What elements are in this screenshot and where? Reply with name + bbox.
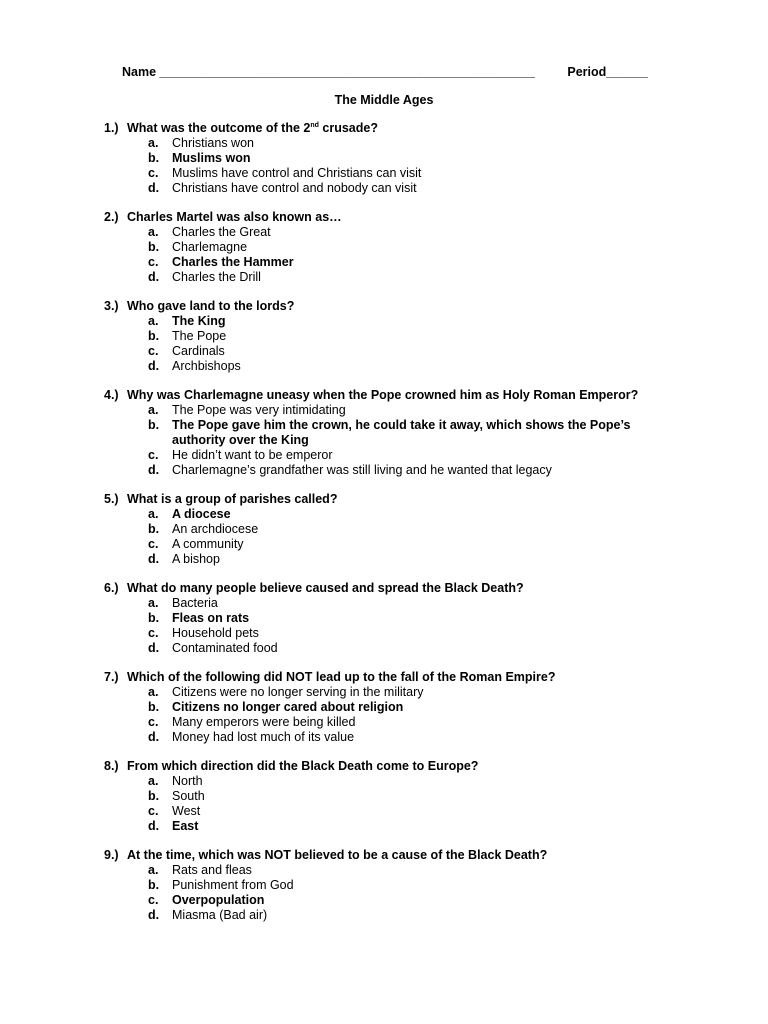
option-letter: d. xyxy=(148,730,160,744)
answer-option xyxy=(104,151,664,166)
answer-option xyxy=(104,893,664,908)
option-letter: b. xyxy=(148,789,160,803)
question-3 xyxy=(104,299,664,374)
answer-option xyxy=(104,878,664,893)
option-text: Citizens were no longer serving in the military xyxy=(172,685,424,699)
question-prompt-text: Charles Martel was also known as… xyxy=(127,210,342,224)
option-text: He didn’t want to be emperor xyxy=(172,448,333,462)
option-letter: d. xyxy=(148,270,160,284)
answer-option xyxy=(104,225,664,240)
option-letter: a. xyxy=(148,314,159,328)
question-list xyxy=(104,121,664,937)
option-text: East xyxy=(172,819,199,833)
option-text: Christians won xyxy=(172,136,254,150)
question-prompt-text: What was the outcome of the 2 xyxy=(127,121,311,135)
answer-option xyxy=(104,240,664,255)
option-text: The Pope gave him the crown, he could take it away, which shows the Pope’s authority over the King xyxy=(172,418,631,447)
option-text: Fleas on rats xyxy=(172,611,250,625)
option-text: Charlemagne’s grandfather was still living and he wanted that legacy xyxy=(172,463,552,477)
option-letter: b. xyxy=(148,329,160,343)
answer-option xyxy=(104,819,664,834)
question-prompt-text: Who gave land to the lords? xyxy=(127,299,295,313)
answer-option xyxy=(104,804,664,819)
question-prompt xyxy=(127,121,378,136)
question-4 xyxy=(104,388,664,478)
option-text: Muslims won xyxy=(172,151,251,165)
option-letter: b. xyxy=(148,418,160,432)
answer-option xyxy=(104,908,664,923)
question-prompt xyxy=(127,759,478,774)
option-text: Money had lost much of its value xyxy=(172,730,355,744)
option-text: Charles the Drill xyxy=(172,270,261,284)
option-text: Rats and fleas xyxy=(172,863,252,877)
question-text xyxy=(104,121,664,136)
answer-option xyxy=(104,596,664,611)
question-number: 5.) xyxy=(104,492,119,506)
answer-option xyxy=(104,685,664,700)
question-text xyxy=(104,848,664,863)
option-text: Charles the Hammer xyxy=(172,255,294,269)
question-6 xyxy=(104,581,664,656)
option-text: Citizens no longer cared about religion xyxy=(172,700,404,714)
option-text: West xyxy=(172,804,201,818)
option-letter: a. xyxy=(148,774,159,788)
option-letter: c. xyxy=(148,344,159,358)
header xyxy=(122,65,648,80)
option-text: Charles the Great xyxy=(172,225,271,239)
question-5 xyxy=(104,492,664,567)
question-number: 4.) xyxy=(104,388,119,402)
option-text: Muslims have control and Christians can visit xyxy=(172,166,422,180)
answer-option xyxy=(104,730,664,745)
question-prompt xyxy=(127,210,342,225)
option-letter: d. xyxy=(148,908,160,922)
option-text: A community xyxy=(172,537,244,551)
option-letter: a. xyxy=(148,507,159,521)
question-2 xyxy=(104,210,664,285)
option-letter: b. xyxy=(148,240,160,254)
option-letter: d. xyxy=(148,181,160,195)
option-text: Many emperors were being killed xyxy=(172,715,356,729)
answer-option xyxy=(104,136,664,151)
option-letter: d. xyxy=(148,463,160,477)
question-number: 8.) xyxy=(104,759,119,773)
answer-option xyxy=(104,537,664,552)
question-number: 9.) xyxy=(104,848,119,862)
answer-option xyxy=(104,314,664,329)
question-number: 3.) xyxy=(104,299,119,313)
answer-option xyxy=(104,181,664,196)
option-text: Contaminated food xyxy=(172,641,278,655)
answer-option xyxy=(104,863,664,878)
answer-option xyxy=(104,270,664,285)
option-text: The King xyxy=(172,314,226,328)
option-letter: b. xyxy=(148,878,160,892)
question-9 xyxy=(104,848,664,923)
question-number: 2.) xyxy=(104,210,119,224)
option-letter: c. xyxy=(148,255,159,269)
answer-option xyxy=(104,329,664,344)
option-letter: d. xyxy=(148,552,160,566)
answer-option xyxy=(104,344,664,359)
question-prompt xyxy=(127,388,638,403)
option-text: The Pope was very intimidating xyxy=(172,403,346,417)
question-number: 1.) xyxy=(104,121,119,135)
option-text: Punishment from God xyxy=(172,878,294,892)
question-prompt xyxy=(127,581,524,596)
question-superscript: nd xyxy=(310,122,319,129)
option-text: Bacteria xyxy=(172,596,218,610)
answer-option xyxy=(104,774,664,789)
option-text: Household pets xyxy=(172,626,259,640)
question-text xyxy=(104,388,664,403)
option-text: A diocese xyxy=(172,507,231,521)
question-text xyxy=(104,299,664,314)
answer-option xyxy=(104,255,664,270)
option-letter: a. xyxy=(148,225,159,239)
answer-option xyxy=(104,418,664,448)
question-text xyxy=(104,759,664,774)
option-letter: d. xyxy=(148,359,160,373)
period-field-label: Period______ xyxy=(567,65,648,79)
name-field-label: Name ______________________________________________________ xyxy=(122,65,535,79)
option-letter: b. xyxy=(148,611,160,625)
question-prompt-text: What is a group of parishes called? xyxy=(127,492,338,506)
answer-option xyxy=(104,448,664,463)
question-prompt-text: At the time, which was NOT believed to be a cause of the Black Death? xyxy=(127,848,548,862)
option-letter: a. xyxy=(148,136,159,150)
option-letter: a. xyxy=(148,596,159,610)
question-prompt-text: What do many people believe caused and spread the Black Death? xyxy=(127,581,524,595)
option-text: Charlemagne xyxy=(172,240,248,254)
question-prompt-text-after: crusade? xyxy=(318,121,378,135)
option-text: Archbishops xyxy=(172,359,241,373)
option-letter: d. xyxy=(148,819,160,833)
question-prompt xyxy=(127,848,547,863)
question-prompt-text: Which of the following did NOT lead up to the fall of the Roman Empire? xyxy=(127,670,556,684)
answer-option xyxy=(104,507,664,522)
question-prompt-text: From which direction did the Black Death come to Europe? xyxy=(127,759,479,773)
question-text xyxy=(104,581,664,596)
question-number: 7.) xyxy=(104,670,119,684)
option-text: Cardinals xyxy=(172,344,225,358)
option-text: Overpopulation xyxy=(172,893,265,907)
question-8 xyxy=(104,759,664,834)
option-text: Miasma (Bad air) xyxy=(172,908,268,922)
option-letter: c. xyxy=(148,804,159,818)
option-letter: c. xyxy=(148,166,159,180)
option-letter: b. xyxy=(148,522,160,536)
answer-option xyxy=(104,700,664,715)
question-text xyxy=(104,670,664,685)
option-letter: b. xyxy=(148,151,160,165)
option-letter: a. xyxy=(148,403,159,417)
question-prompt-text: Why was Charlemagne uneasy when the Pope crowned him as Holy Roman Emperor? xyxy=(127,388,639,402)
question-prompt xyxy=(127,670,555,685)
question-prompt xyxy=(127,492,337,507)
answer-option xyxy=(104,611,664,626)
question-text xyxy=(104,210,664,225)
answer-option xyxy=(104,359,664,374)
question-1 xyxy=(104,121,664,196)
option-letter: d. xyxy=(148,641,160,655)
question-text xyxy=(104,492,664,507)
question-7 xyxy=(104,670,664,745)
option-letter: c. xyxy=(148,715,159,729)
answer-option xyxy=(104,552,664,567)
option-text: A bishop xyxy=(172,552,220,566)
option-text: South xyxy=(172,789,205,803)
option-letter: c. xyxy=(148,537,159,551)
page-title: The Middle Ages xyxy=(334,93,434,107)
option-letter: c. xyxy=(148,893,159,907)
question-number: 6.) xyxy=(104,581,119,595)
option-letter: c. xyxy=(148,626,159,640)
answer-option xyxy=(104,789,664,804)
answer-option xyxy=(104,522,664,537)
option-text: Christians have control and nobody can visit xyxy=(172,181,417,195)
answer-option xyxy=(104,641,664,656)
option-letter: a. xyxy=(148,685,159,699)
option-letter: c. xyxy=(148,448,159,462)
option-text: North xyxy=(172,774,203,788)
option-letter: a. xyxy=(148,863,159,877)
answer-option xyxy=(104,403,664,418)
answer-option xyxy=(104,463,664,478)
option-text: The Pope xyxy=(172,329,227,343)
answer-option xyxy=(104,715,664,730)
answer-option xyxy=(104,166,664,181)
option-text: An archdiocese xyxy=(172,522,259,536)
question-prompt xyxy=(127,299,294,314)
answer-option xyxy=(104,626,664,641)
option-letter: b. xyxy=(148,700,160,714)
